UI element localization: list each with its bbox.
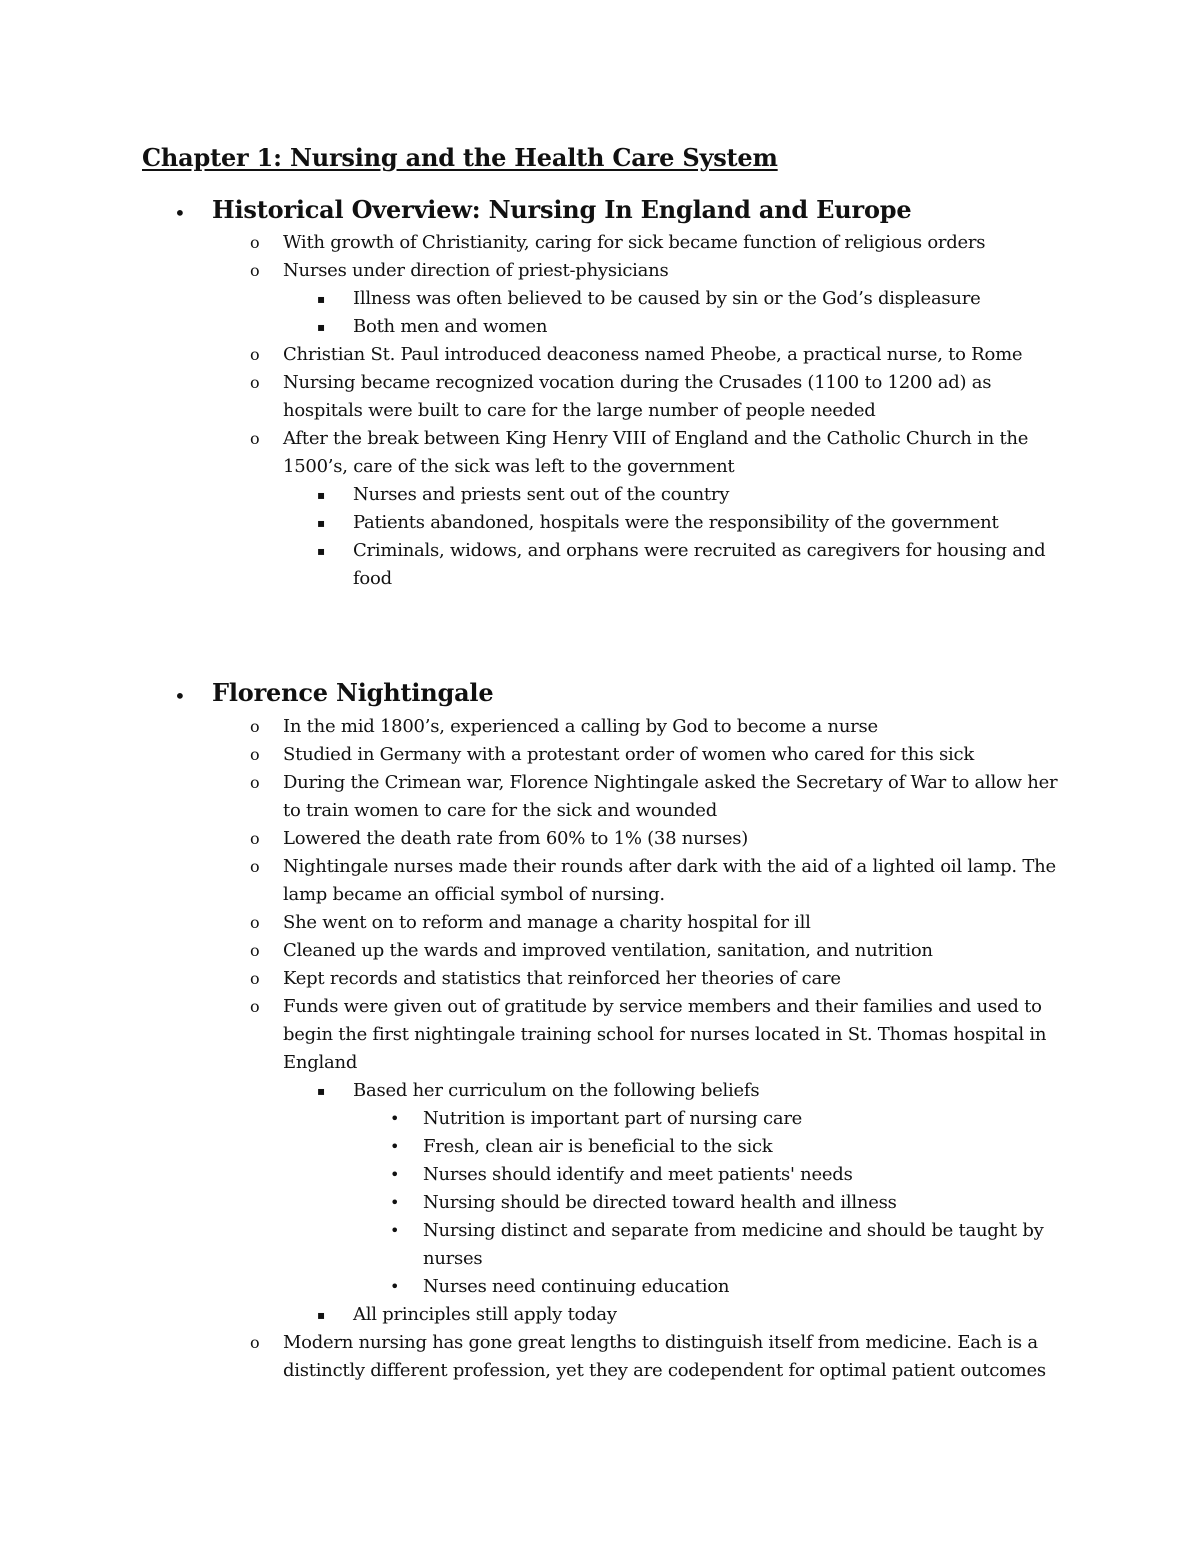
list-item-text: Christian St. Paul introduced deaconess named Pheobe, a practical nurse, to Rome: [283, 344, 1023, 365]
section-heading-florence-nightingale: Florence Nightingale: [212, 678, 494, 707]
list-item: [0, 369, 1063, 425]
section-heading-historical-overview: Historical Overview: Nursing In England and Europe: [212, 195, 912, 224]
sub-list: [283, 1077, 1063, 1329]
list-item-text: Modern nursing has gone great lengths to distinguish itself from medicine. Each is a distinctly different profession, yet they are codependent for optimal patient outcomes: [283, 1332, 1046, 1381]
list-item: [0, 825, 1063, 853]
list-marker: o: [250, 913, 260, 932]
belief-text: Nurses need continuing education: [423, 1276, 730, 1297]
list-item: [0, 229, 1063, 257]
sub-list-item-text: Both men and women: [353, 316, 548, 337]
sub-list-item-text: Patients abandoned, hospitals were the responsibility of the government: [353, 512, 999, 533]
sub-list-item-text: Based her curriculum on the following beliefs: [353, 1080, 760, 1101]
belief-list: [353, 1105, 1063, 1301]
sub-list-marker: ▪: [317, 488, 325, 502]
belief-text: Nursing distinct and separate from medicine and should be taught by nurses: [423, 1220, 1044, 1269]
section-bullet: •: [174, 684, 186, 708]
list-marker: o: [250, 261, 260, 280]
belief-item: [0, 1133, 1063, 1161]
belief-marker: •: [390, 1221, 400, 1240]
section-list-florence-nightingale: [0, 713, 1063, 1385]
list-item: [0, 937, 1063, 965]
sub-list-marker: ▪: [317, 516, 325, 530]
page-title: Chapter 1: Nursing and the Health Care System: [142, 143, 778, 172]
list-marker: o: [250, 941, 260, 960]
sub-list-marker: ▪: [317, 292, 325, 306]
belief-text: Nutrition is important part of nursing care: [423, 1108, 803, 1129]
list-item: [0, 909, 1063, 937]
belief-marker: •: [390, 1193, 400, 1212]
belief-marker: •: [390, 1165, 400, 1184]
list-item: [0, 741, 1063, 769]
list-item-text: Cleaned up the wards and improved ventilation, sanitation, and nutrition: [283, 940, 933, 961]
sub-list-item: [0, 1301, 1063, 1329]
belief-item: [0, 1105, 1063, 1133]
list-item-text: After the break between King Henry VIII of England and the Catholic Church in the 1500’s, care of the sick was left to the government: [283, 428, 1029, 477]
sub-list: [283, 285, 1063, 341]
list-marker: o: [250, 857, 260, 876]
list-item-text: In the mid 1800’s, experienced a calling by God to become a nurse: [283, 716, 878, 737]
sub-list-item-text: Criminals, widows, and orphans were recruited as caregivers for housing and food: [353, 540, 1046, 589]
belief-marker: •: [390, 1277, 400, 1296]
section-bullet: •: [174, 201, 186, 225]
sub-list-item: [0, 481, 1063, 509]
list-item-text: Nursing became recognized vocation during the Crusades (1100 to 1200 ad) as hospitals were built to care for the large number of people needed: [283, 372, 992, 421]
list-item: [0, 1329, 1063, 1385]
sub-list-item: [0, 537, 1063, 593]
belief-item: [0, 1273, 1063, 1301]
list-marker: o: [250, 829, 260, 848]
sub-list-marker: ▪: [317, 1308, 325, 1322]
sub-list-marker: ▪: [317, 544, 325, 558]
list-item: [0, 257, 1063, 341]
list-item: [0, 425, 1063, 593]
list-item-text: Lowered the death rate from 60% to 1% (38 nurses): [283, 828, 748, 849]
sub-list-item: [0, 1077, 1063, 1301]
section-list-historical-overview: [0, 229, 1063, 593]
list-item-text: Nurses under direction of priest-physicians: [283, 260, 669, 281]
list-item: [0, 965, 1063, 993]
list-marker: o: [250, 969, 260, 988]
sub-list-marker: ▪: [317, 1084, 325, 1098]
belief-marker: •: [390, 1137, 400, 1156]
list-item: [0, 853, 1063, 909]
list-marker: o: [250, 717, 260, 736]
sub-list-item-text: Nurses and priests sent out of the country: [353, 484, 730, 505]
belief-item: [0, 1217, 1063, 1273]
sub-list: [283, 481, 1063, 593]
sub-list-item-text: Illness was often believed to be caused by sin or the God’s displeasure: [353, 288, 981, 309]
sub-list-item: [0, 313, 1063, 341]
list-item: [0, 769, 1063, 825]
list-item: [0, 341, 1063, 369]
list-marker: o: [250, 345, 260, 364]
list-item-text: She went on to reform and manage a charity hospital for ill: [283, 912, 811, 933]
sub-list-item-text: All principles still apply today: [353, 1304, 617, 1325]
list-item-text: Funds were given out of gratitude by service members and their families and used to begin the first nightingale training school for nurses located in St. Thomas hospital in England: [283, 996, 1047, 1073]
list-marker: o: [250, 773, 260, 792]
list-item-text: With growth of Christianity, caring for sick became function of religious orders: [283, 232, 986, 253]
sub-list-marker: ▪: [317, 320, 325, 334]
list-item-text: Nightingale nurses made their rounds after dark with the aid of a lighted oil lamp. The lamp became an official symbol of nursing.: [283, 856, 1056, 905]
sub-list-item: [0, 285, 1063, 313]
belief-marker: •: [390, 1109, 400, 1128]
belief-text: Nurses should identify and meet patients' needs: [423, 1164, 853, 1185]
list-item-text: During the Crimean war, Florence Nightingale asked the Secretary of War to allow her to train women to care for the sick and wounded: [283, 772, 1058, 821]
list-item-text: Kept records and statistics that reinforced her theories of care: [283, 968, 841, 989]
list-marker: o: [250, 233, 260, 252]
list-item: [0, 713, 1063, 741]
list-item-text: Studied in Germany with a protestant order of women who cared for this sick: [283, 744, 975, 765]
list-marker: o: [250, 745, 260, 764]
list-marker: o: [250, 373, 260, 392]
list-item: [0, 993, 1063, 1329]
sub-list-item: [0, 509, 1063, 537]
belief-item: [0, 1161, 1063, 1189]
list-marker: o: [250, 997, 260, 1016]
belief-text: Nursing should be directed toward health and illness: [423, 1192, 897, 1213]
belief-item: [0, 1189, 1063, 1217]
list-marker: o: [250, 429, 260, 448]
belief-text: Fresh, clean air is beneficial to the sick: [423, 1136, 773, 1157]
list-marker: o: [250, 1333, 260, 1352]
